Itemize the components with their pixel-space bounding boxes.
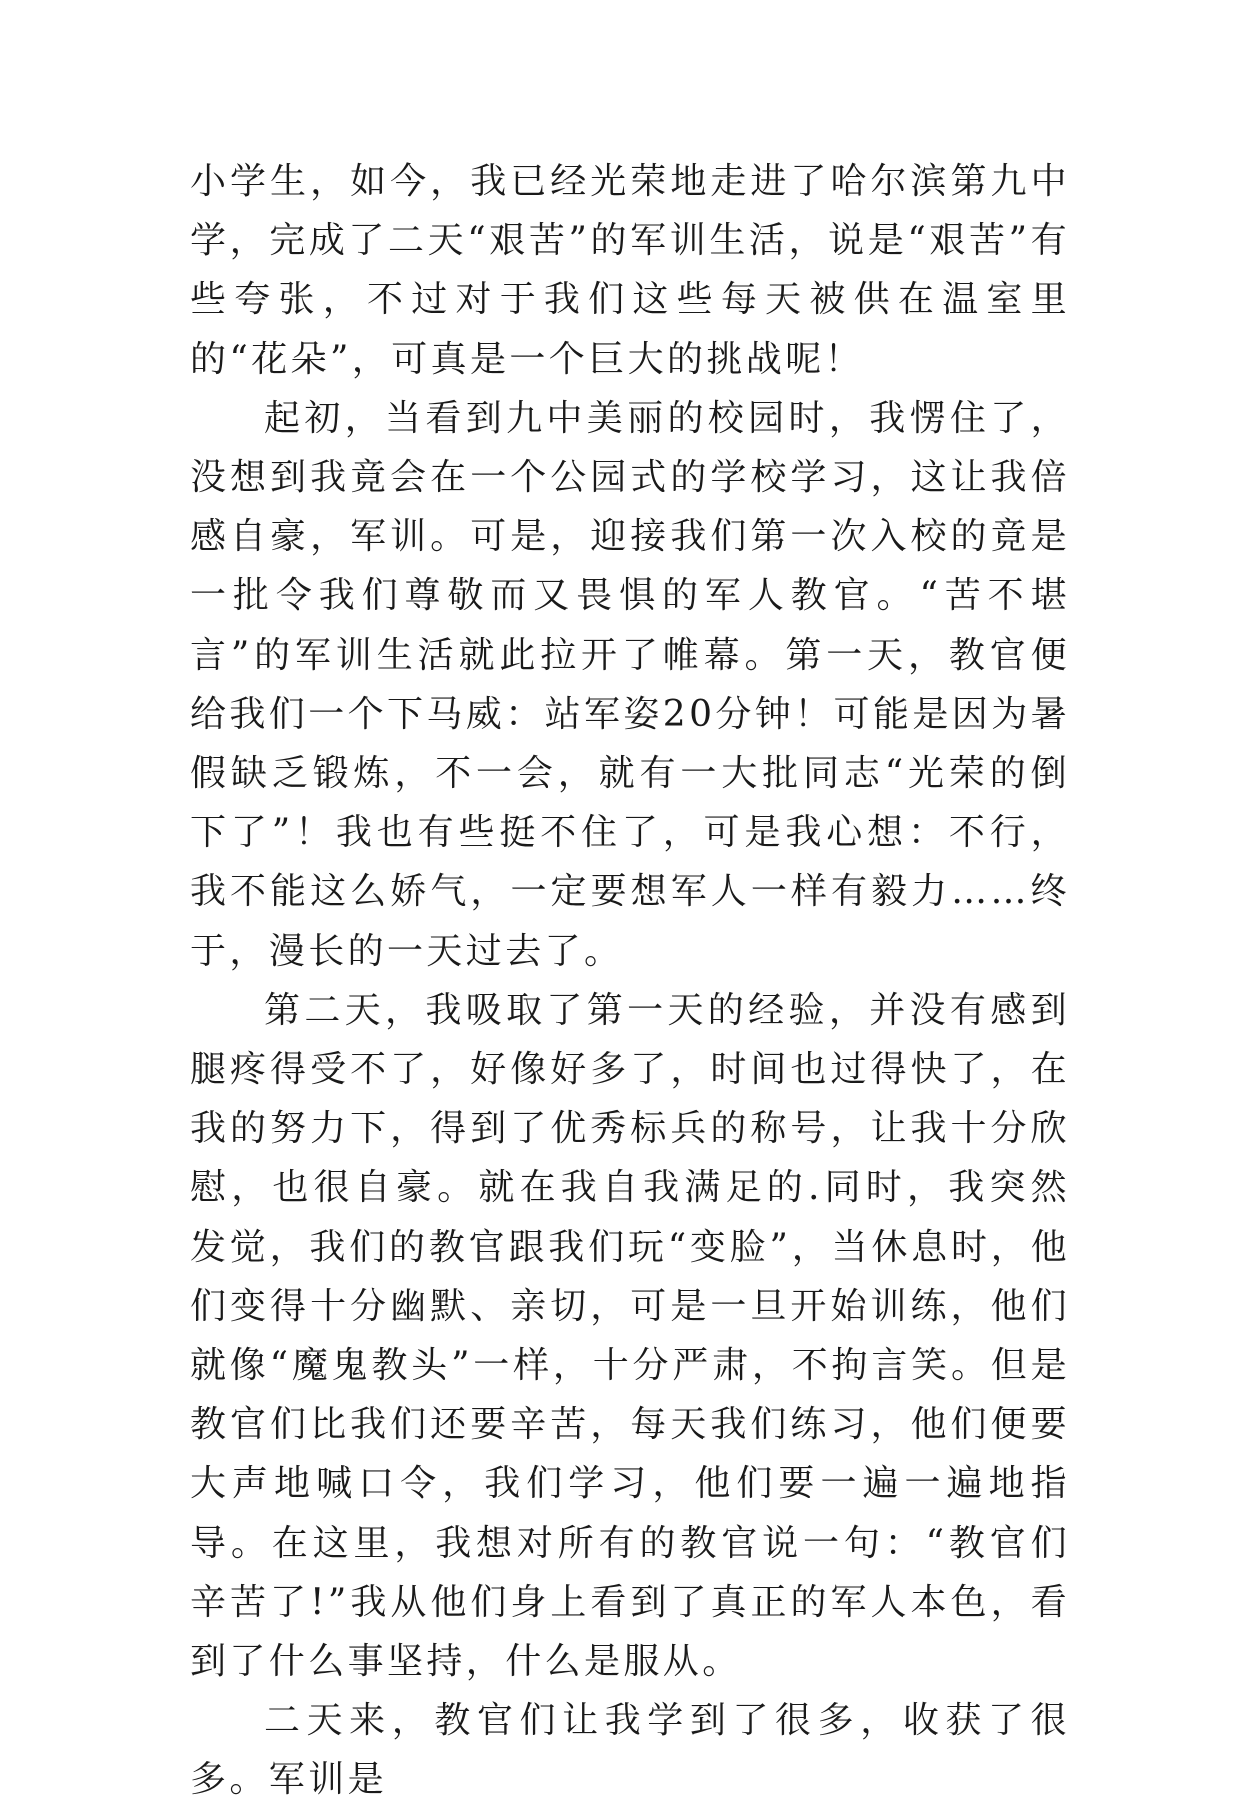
paragraph-4: 二天来，教官们让我学到了很多，收获了很多。军训是 xyxy=(190,1700,1070,1801)
document-body xyxy=(190,152,1070,1810)
paragraph-1: 小学生，如今，我已经光荣地走进了哈尔滨第九中学，完成了二天“艰苦”的军训生活，说是“艰苦”有些夸张，不过对于我们这些每天被供在温室里的“花朵”，可真是一个巨大的挑战呢！ xyxy=(190,161,1070,380)
paragraph-3: 第二天，我吸取了第一天的经验，并没有感到腿疼得受不了，好像好多了，时间也过得快了，在我的努力下，得到了优秀标兵的称号，让我十分欣慰，也很自豪。就在我自我满足的.同时，我突然发觉，我们的教官跟我们玩“变脸”，当休息时，他们变得十分幽默、亲切，可是一旦开始训练，他们就像“魔鬼教头”一样，十分严肃，不拘言笑。但是教官们比我们还要辛苦，每天我们练习，他们便要大声地喊口令，我们学习，他们要一遍一遍地指导。在这里，我想对所有的教官说一句：“教官们辛苦了!”我从他们身上看到了真正的军人本色，看到了什么事坚持，什么是服从。 xyxy=(190,989,1070,1683)
paragraph-2: 起初，当看到九中美丽的校园时，我愣住了，没想到我竟会在一个公园式的学校学习，这让我倍感自豪，军训。可是，迎接我们第一次入校的竟是一批令我们尊敬而又畏惧的军人教官。“苦不堪言”的军训生活就此拉开了帷幕。第一天，教官便给我们一个下马威：站军姿20分钟！可能是因为暑假缺乏锻炼，不一会，就有一大批同志“光荣的倒下了”！我也有些挺不住了，可是我心想：不行，我不能这么娇气，一定要想军人一样有毅力……终于，漫长的一天过去了。 xyxy=(190,397,1071,972)
